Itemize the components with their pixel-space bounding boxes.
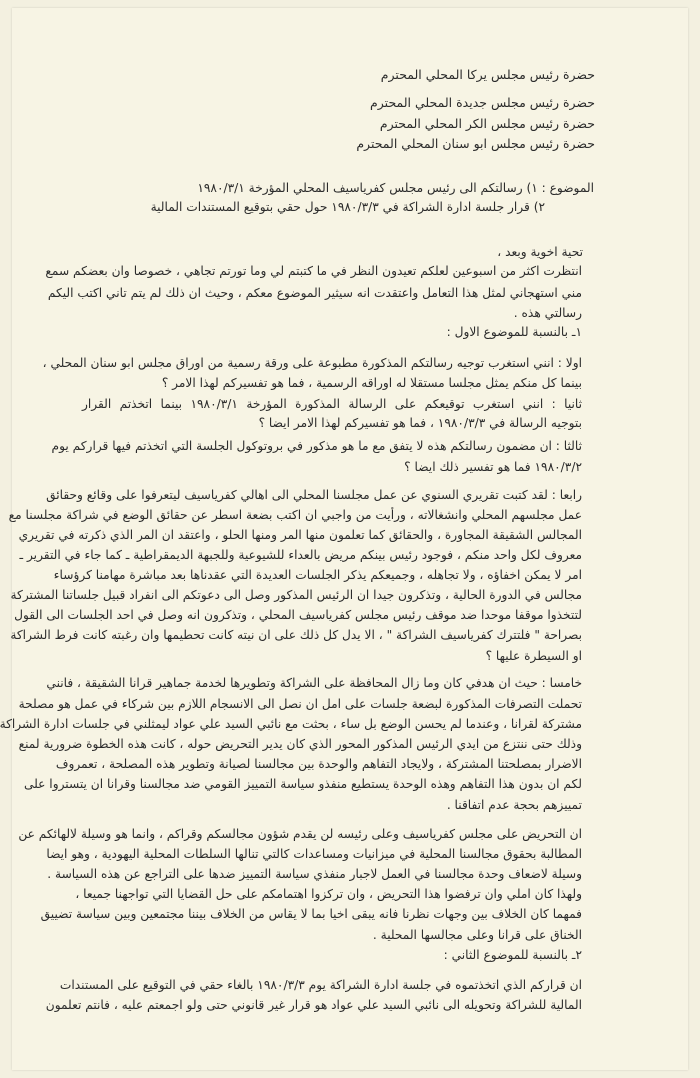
point-4-line: رابعا : لقد كتبت تقريري السنوي عن عمل مجلسنا المحلي الى اهالي كفرياسيف ليتعرفوا على وقائع وحقائق	[46, 488, 582, 502]
subject-line-2: ٢) قرار جلسة ادارة الشراكة في ١٩٨٠/٣/٣ حول حقي بتوقيع المستندات المالية	[150, 200, 545, 214]
point-1-line: اولا : انني استغرب توجيه رسالتكم المذكورة مطبوعة على ورقة رسمية من اوراق مجلس ابو سنان المحلي ،	[42, 356, 582, 370]
point-5-line: خامسا : حيث ان هدفي كان وما زال المحافظة على الشراكة وتطويرها لخدمة جماهير قرانا الشقيقة ، فانني	[46, 676, 582, 690]
point-2-line: ثانيا : انني استغرب توقيعكم على الرسالة المذكورة المؤرخة ١٩٨٠/٣/١ بينما اتخذتم القرار	[82, 397, 582, 411]
intro-line: مني استهجاني لمثل هذا التعامل واعتقدت انه سيثير الموضوع معكم ، وحيث ان ذلك لم يتم تاني اكتب اليكم	[47, 286, 582, 300]
section-heading-1: ١ـ بالنسبة للموضوع الاول :	[446, 325, 582, 339]
section-2-line: المالية للشراكة وتحويله الى نائبي السيد علي عواد هو قرار غير قانوني حتى ولو اجمعتم عليه ، فانتم تعلمون	[45, 998, 582, 1012]
point-5-line: تمييزهم بحجة عدم اتفاقنا .	[446, 798, 582, 812]
paragraph-7-line: ولهذا كان املي وان ترفضوا هذا التحريض ، وان تركزوا اهتمامكم على حل القضايا التي تواجهنا جميعا ،	[75, 887, 582, 901]
point-5-line: مشتركة لقرانا ، وعندما لم يحسن الوضع بل ساء ، بحثت مع نائبي السيد علي عواد ليمثلني في جلسات ادارة الشراكة	[0, 717, 582, 731]
section-heading-2: ٢ـ بالنسبة للموضوع الثاني :	[443, 948, 582, 962]
point-5-line: تحملت التصرفات المذكورة لبضعة جلسات على امل ان نصل الى الانسجام اللازم بين شركاء في عمل هو مصلحة	[18, 697, 582, 711]
point-3-line: ثالثا : ان مضمون رسالتكم هذه لا يتفق مع ما هو مذكور في بروتوكول الجلسة التي اتخذتم فيها قراركم يوم	[51, 439, 582, 453]
addressee-line: حضرة رئيس مجلس الكر المحلي المحترم	[379, 116, 595, 131]
point-4-line: المجالس الشقيقة المجاورة ، والحقائق كما تعلمون منها المر ومنها الحلو ، واعتقد ان المر الذي ذكرته في تقريري	[18, 528, 582, 542]
letter-page	[0, 8, 688, 1070]
point-5-line: لكم ان بدون هذا التفاهم وهذه الوحدة يستطيع منفذو سياسة التمييز القومي ضد مجالسنا وقرانا ان يتستروا على	[23, 777, 582, 791]
paragraph-6-line: ان التحريض على مجلس كفرياسيف وعلى رئيسه لن يقدم شؤون مجالسكم وقراكم ، وانما هو وسيلة لالهائكم عن	[18, 827, 582, 841]
point-5-line: الاضرار بمصلحتنا المشتركة ، ولايجاد التفاهم والوحدة بين مجالسنا لصيانة وتطوير هذه المصلحة ، تعمروف	[55, 757, 582, 771]
point-4-line: عمل مجلسهم المحلي وانشغالاته ، ورأيت من واجبي ان اكتب بضعة اسطر عن حقائق الوضع في شراكة مجلسنا مع	[8, 508, 582, 522]
intro-line: انتظرت اكثر من اسبوعين لعلكم تعيدون النظر في ما كتبتم لي وما تورتم تجاهي ، خصوصا وان بعضكم سمع	[45, 264, 582, 278]
point-4-line: او السيطرة عليها ؟	[485, 649, 582, 663]
paragraph-6-line: المطالبة بحقوق مجالسنا المحلية في ميزانيات ومساعدات كالتي تنالها السلطات المحلية اليهودية ، وهو ايضا	[46, 847, 582, 861]
point-4-line: امر لا يمكن اخفاؤه ، ولا تجاهله ، وجميعكم يذكر الجلسات العديدة التي عقدناها بعد مباشرة مهامنا كرؤساء	[53, 568, 582, 582]
addressee-line: حضرة رئيس مجلس ابو سنان المحلي المحترم	[356, 136, 595, 151]
section-2-line: ان قراركم الذي اتخذتموه في جلسة ادارة الشراكة يوم ١٩٨٠/٣/٣ بالغاء حقي في التوقيع على المستندات	[59, 978, 582, 992]
intro-line: رسالتي هذه .	[513, 306, 582, 320]
point-5-line: وذلك حتى ننتزع من ايدي الرئيس المذكور المحور الذي كان يدير التحريض حوله ، كانت هذه الخطوة ضرورية لمنع	[18, 737, 582, 751]
point-4-line: معروف لكل واحد منكم ، فوجود رئيس بينكم مريض بالعداء للشيوعية وللجبهة الديمقراطية ـ كما جاء في التقرير ـ	[19, 548, 582, 562]
greeting: تحية اخوية وبعد ،	[497, 245, 583, 259]
point-4-line: لتتخذوا موقفا موحدا ضد موقف رئيس مجلس كفرياسيف المحلي ، وتذكرون انه وصل في احد الجلسات الى القول	[14, 608, 582, 622]
point-4-line: بصراحة " فلتترك كفرياسيف الشراكة " ، الا يدل كل ذلك على ان نيته كانت تحطيمها وان رغبته كانت فرط الشراكة	[10, 628, 582, 642]
point-4-line: مجالس في الدورة الحالية ، وتذكرون جيدا ان الرئيس المذكور وصل الى دعوتكم الى انفراد قبيل جلساتنا المشتركة	[10, 588, 582, 602]
addressee-line: حضرة رئيس مجلس يركا المحلي المحترم	[380, 67, 595, 82]
addressee-line: حضرة رئيس مجلس جديدة المحلي المحترم	[370, 95, 595, 110]
point-1-line: بينما كل منكم يمثل مجلسا مستقلا له اوراقه الرسمية ، فما هو تفسيركم لهذا الامر ؟	[161, 376, 582, 390]
point-2-line: بتوجيه الرسالة في ١٩٨٠/٣/٣ ، فما هو تفسيركم لهذا الامر ايضا ؟	[258, 416, 582, 430]
paragraph-7-line: الخناق على قرانا وعلى مجالسها المحلية .	[372, 928, 582, 942]
subject-line-1: الموضوع : ١) رسالتكم الى رئيس مجلس كفرياسيف المحلي المؤرخة ١٩٨٠/٣/١	[197, 181, 594, 195]
paragraph-7-line: فمهما كان الخلاف بين وجهات نظرنا فانه يبقى اخيا بما لا يقاس من الخلاف بيننا مجتمعين وبين سياسة تضييق	[40, 907, 582, 921]
point-3-line: ١٩٨٠/٣/٢ فما هو تفسير ذلك ايضا ؟	[404, 460, 582, 474]
paragraph-6-line: وسيلة لاضعاف وحدة مجالسنا في العمل لاجبار منفذي سياسة التمييز ضدها على التراجع عن هذه السياسة .	[47, 867, 582, 881]
